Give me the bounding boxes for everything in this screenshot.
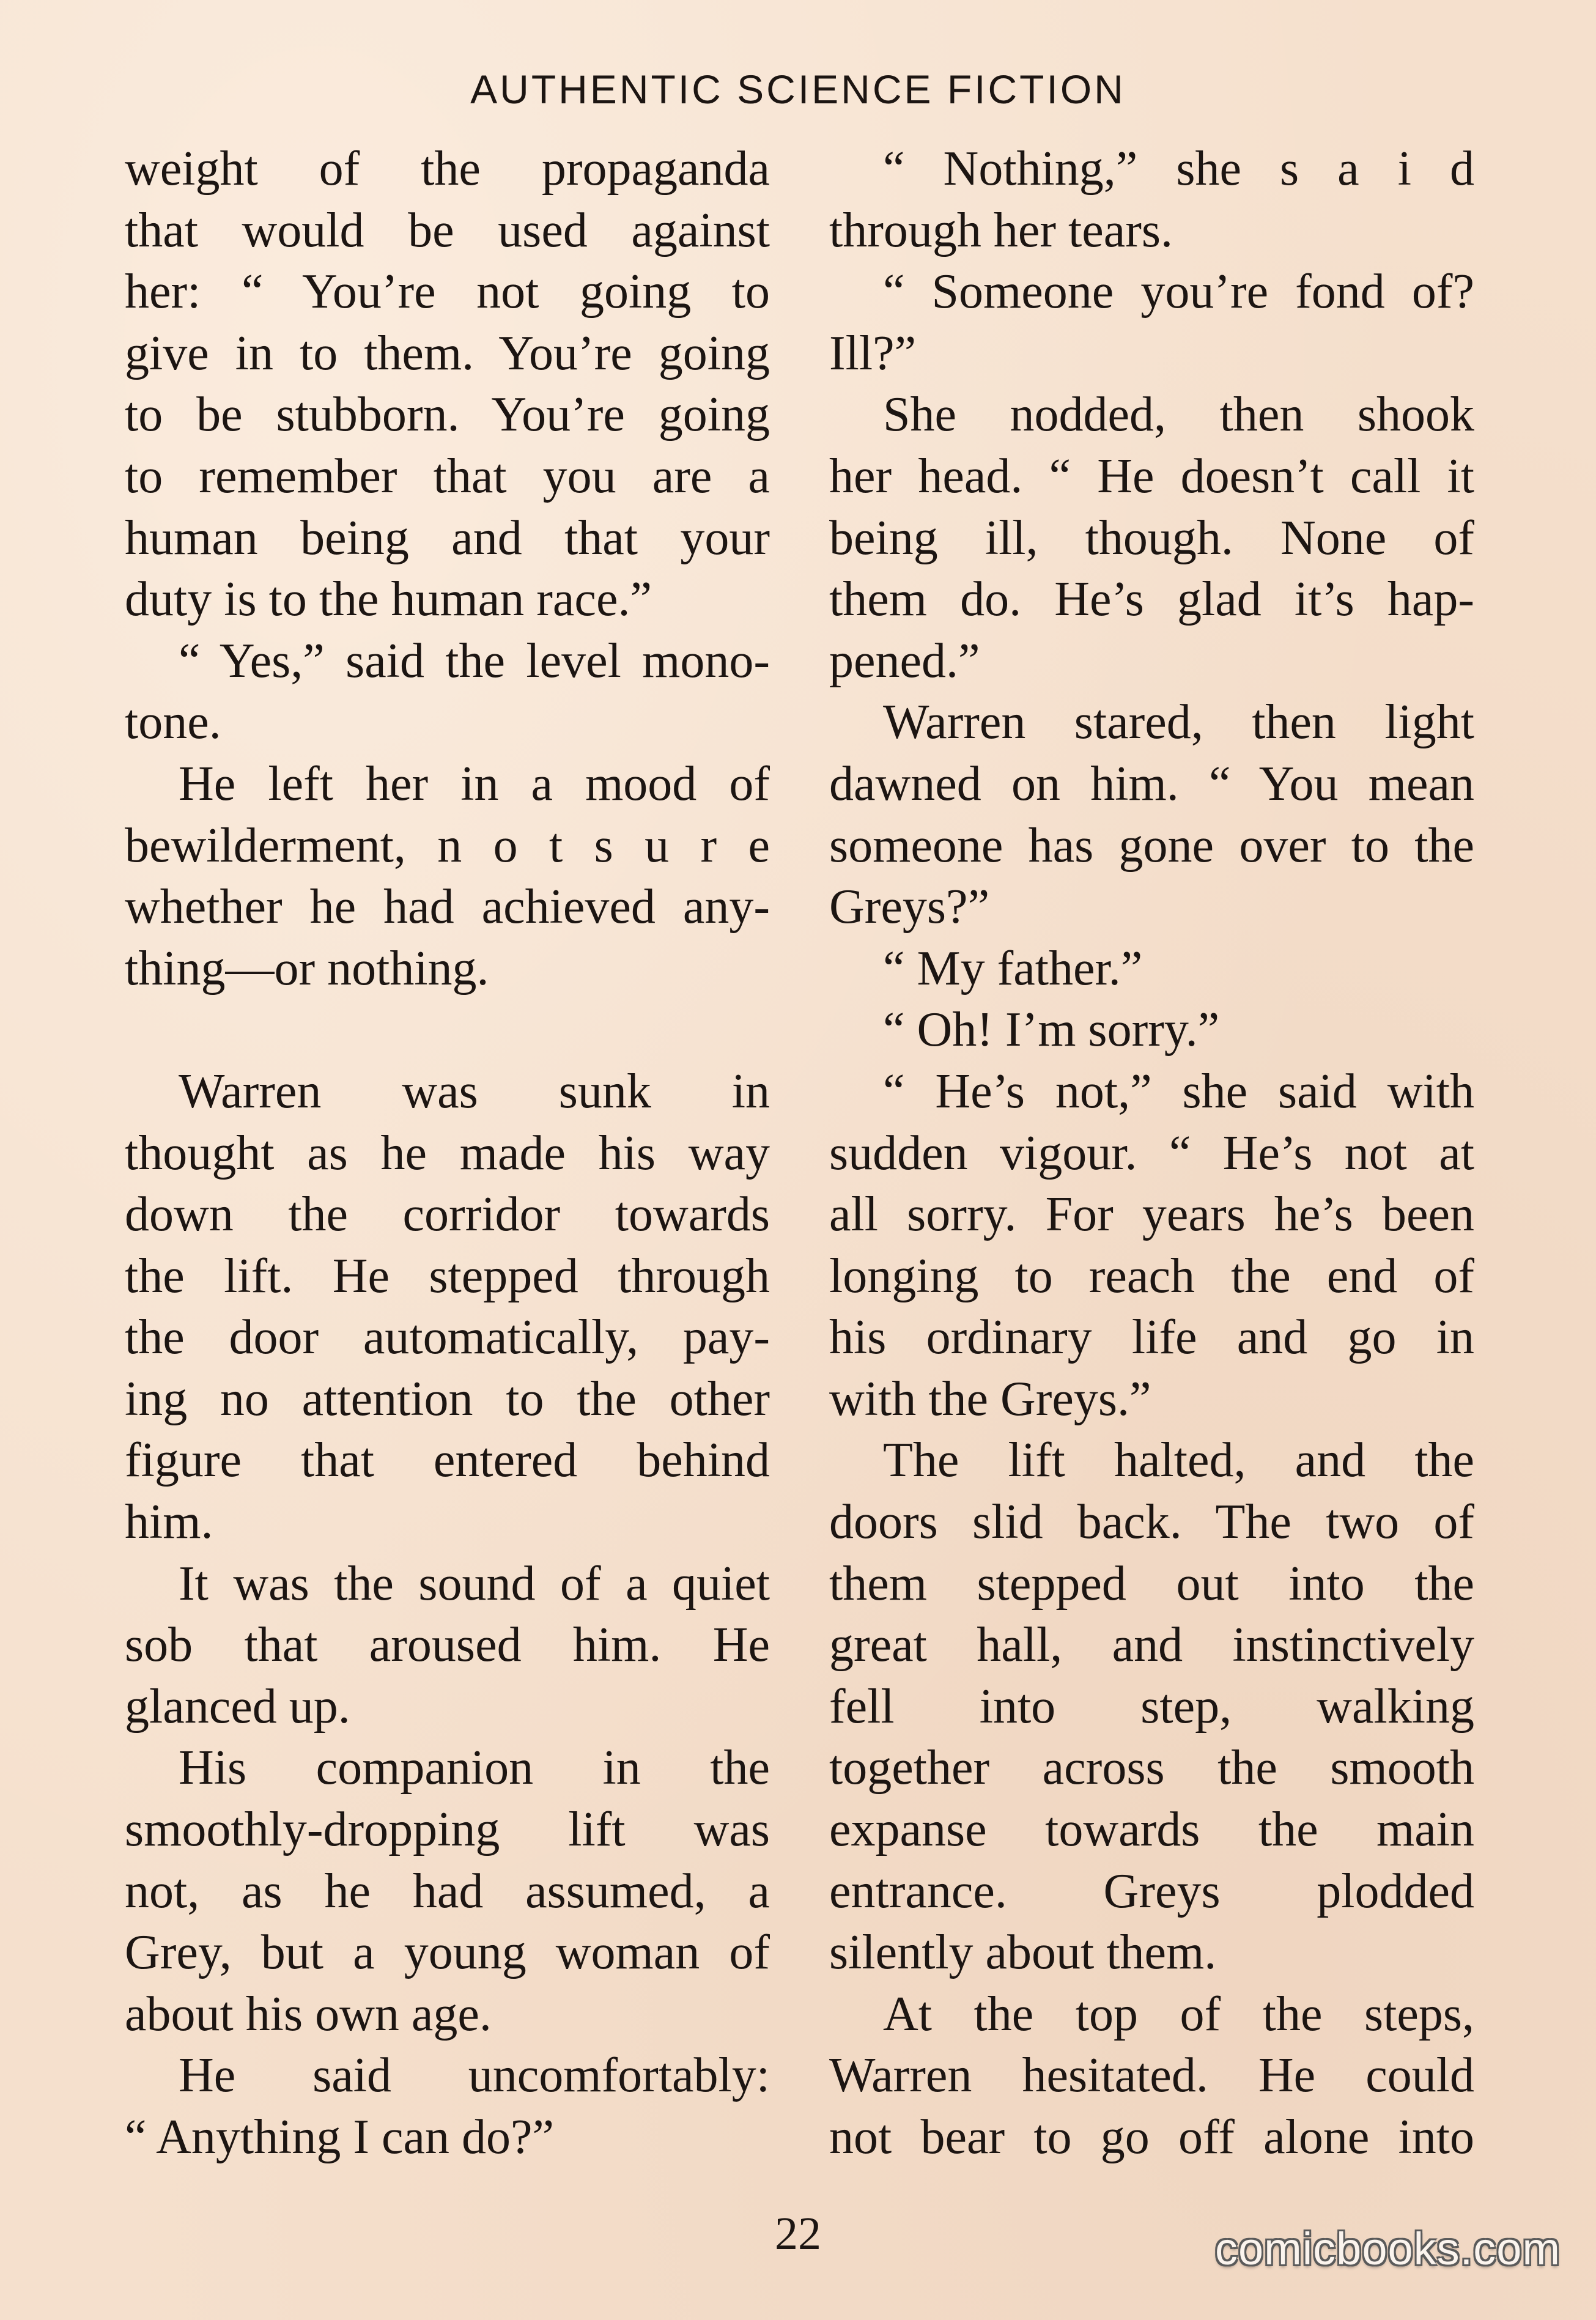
text-line: them do. He’s glad it’s hap- [829, 572, 1474, 627]
text-line: His companion in the [179, 1741, 770, 1795]
text-line: Warren hesitated. He could [829, 2048, 1474, 2103]
text-line: Ill?” [829, 326, 917, 380]
text-line: about his own age. [125, 1987, 492, 2041]
text-line: to remember that you are a [125, 449, 770, 503]
text-line: sob that aroused him. He [125, 1618, 770, 1672]
text-line: duty is to the human race.” [125, 572, 652, 627]
text-line: entrance. Greys plodded [829, 1864, 1474, 1918]
text-line: “ My father.” [883, 941, 1143, 996]
text-line: glanced up. [125, 1679, 350, 1734]
text-line: that would be used against [125, 203, 770, 257]
text-line: doors slid back. The two of [829, 1495, 1474, 1550]
text-line: her: “ You’re not going to [125, 265, 770, 319]
text-line: At the top of the steps, [883, 1987, 1474, 2041]
text-line: “ Oh! I’m sorry.” [883, 1003, 1220, 1057]
text-line: thought as he made his way [125, 1126, 770, 1180]
text-line: dawned on him. “ You mean [829, 756, 1474, 811]
text-line: Greys?” [829, 880, 990, 934]
text-line: to be stubborn. You’re going [125, 388, 770, 442]
text-line: pened.” [829, 634, 980, 688]
text-line: the lift. He stepped through [125, 1249, 770, 1303]
text-line: her head. “ He doesn’t call it [829, 449, 1474, 503]
text-line: through her tears. [829, 203, 1173, 257]
text-line: not bear to go off alone into [829, 2110, 1474, 2164]
text-line: Warren stared, then light [883, 695, 1474, 750]
text-line: not, as he had assumed, a [125, 1864, 770, 1918]
text-line: “ Nothing,” she s a i d [883, 142, 1474, 196]
text-line: “ Someone you’re fond of? [883, 265, 1474, 319]
text-line: human being and that your [125, 511, 770, 565]
text-line: great hall, and instinctively [829, 1618, 1474, 1672]
running-header: AUTHENTIC SCIENCE FICTION [470, 67, 1126, 112]
text-line: weight of the propaganda [125, 142, 770, 196]
text-line: someone has gone over to the [829, 818, 1474, 873]
text-line: tone. [125, 695, 221, 750]
text-line: The lift halted, and the [883, 1433, 1474, 1488]
text-line: “ Yes,” said the level mono- [179, 634, 770, 688]
text-line: He left her in a mood of [179, 756, 770, 811]
text-line: “ He’s not,” she said with [883, 1064, 1474, 1118]
text-line: ing no attention to the other [125, 1372, 770, 1426]
text-line: fell into step, walking [829, 1679, 1474, 1734]
text-line: them stepped out into the [829, 1556, 1474, 1611]
text-line: thing—or nothing. [125, 941, 489, 996]
left-column [125, 138, 770, 2168]
text-line: his ordinary life and go in [829, 1310, 1474, 1365]
text-line: expanse towards the main [829, 1803, 1474, 1857]
text-line: He said uncomfortably: [179, 2048, 770, 2103]
text-line: Grey, but a young woman of [125, 1926, 770, 1980]
text-line: figure that entered behind [125, 1433, 770, 1488]
text-line: him. [125, 1495, 213, 1550]
section-break [125, 999, 770, 1061]
text-line: sudden vigour. “ He’s not at [829, 1126, 1474, 1180]
text-line: whether he had achieved any- [125, 880, 770, 934]
watermark-logo: comicbooks.com [1214, 2223, 1561, 2274]
right-column [829, 138, 1474, 2168]
text-line: down the corridor towards [125, 1188, 770, 1242]
text-line: silently about them. [829, 1926, 1217, 1980]
text-line: Warren was sunk in [179, 1064, 770, 1118]
text-line: “ Anything I can do?” [125, 2110, 554, 2164]
text-line: longing to reach the end of [829, 1249, 1474, 1303]
text-line: smoothly-dropping lift was [125, 1803, 770, 1857]
text-line: the door automatically, pay- [125, 1310, 770, 1365]
text-line: together across the smooth [829, 1741, 1474, 1795]
text-line: being ill, though. None of [829, 511, 1474, 565]
text-line: bewilderment, n o t s u r e [125, 818, 770, 873]
text-line: She nodded, then shook [883, 388, 1474, 442]
text-line: all sorry. For years he’s been [829, 1188, 1474, 1242]
page-number: 22 [775, 2208, 821, 2259]
text-line: It was the sound of a quiet [179, 1556, 770, 1611]
text-line: with the Greys.” [829, 1372, 1151, 1426]
text-line: give in to them. You’re going [125, 326, 770, 380]
